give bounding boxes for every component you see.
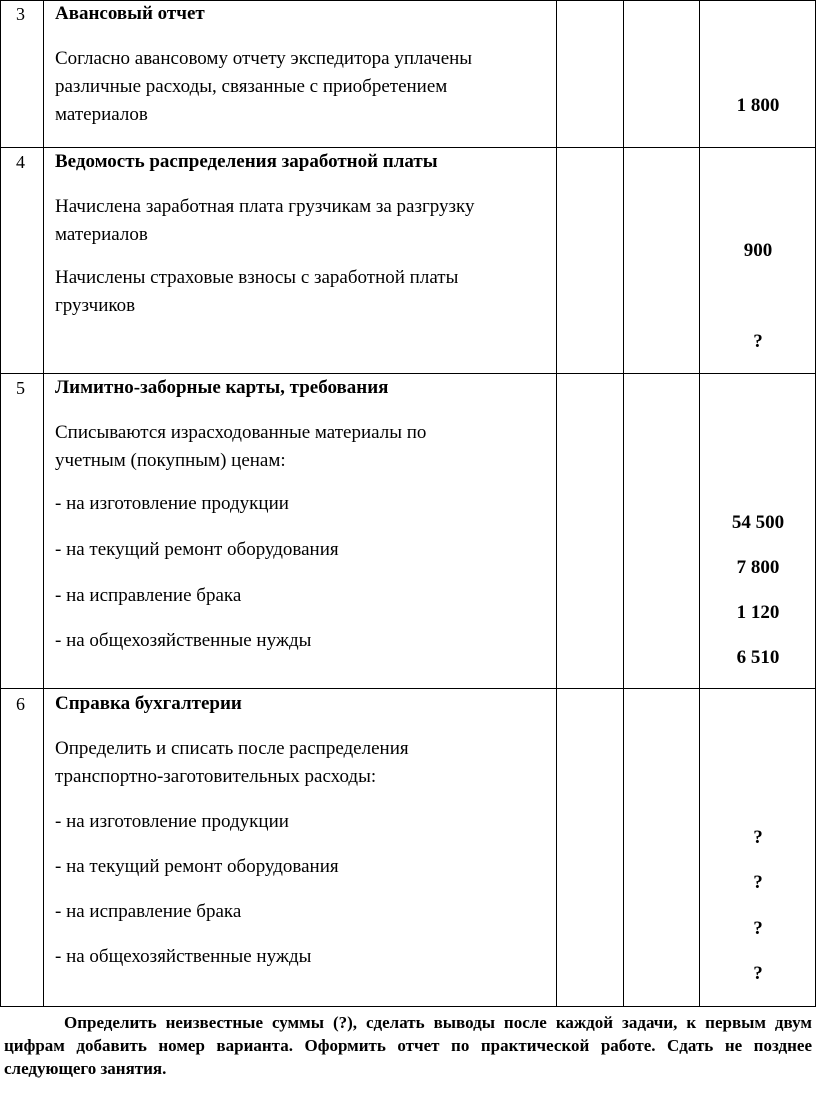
row-text: транспортно-заготовительных расходы:: [55, 766, 377, 787]
table-border: [699, 0, 700, 1006]
row-title: Авансовый отчет: [55, 3, 205, 24]
row-number: 6: [16, 694, 25, 714]
row-text: - на текущий ремонт оборудования: [55, 856, 339, 877]
amount-value: 6 510: [736, 647, 780, 668]
table-border: [43, 0, 44, 1006]
table-border: [623, 0, 624, 1006]
row-text: Списываются израсходованные материалы по: [55, 422, 427, 443]
row-text: Начислены страховые взносы с заработной платы: [55, 267, 459, 288]
row-text: материалов: [55, 224, 148, 245]
row-text: Начислена заработная плата грузчикам за разгрузку: [55, 196, 475, 217]
amount-value: 1 120: [736, 602, 780, 623]
table-border: [556, 0, 557, 1006]
table-border: [0, 688, 816, 689]
row-text: - на исправление брака: [55, 585, 242, 606]
row-title: Лимитно-заборные карты, требования: [55, 377, 389, 398]
row-text: - на изготовление продукции: [55, 811, 289, 832]
row-text: - на изготовление продукции: [55, 493, 289, 514]
amount-value: ?: [753, 918, 763, 939]
table-border: [0, 1006, 816, 1007]
row-text: материалов: [55, 104, 148, 125]
table-border: [0, 0, 1, 1006]
amount-value: ?: [753, 963, 763, 984]
row-text: учетным (покупным) ценам:: [55, 450, 286, 471]
row-text: Определить и списать после распределения: [55, 738, 409, 759]
row-text: - на общехозяйственные нужды: [55, 630, 312, 651]
task-instructions: Определить неизвестные суммы (?), сделать выводы после каждой задачи, к первым двум цифрам добавить номер варианта. Оформить отчет по практической работе. Сдать не позднее следующего занятия.: [4, 1013, 812, 1078]
row-text: различные расходы, связанные с приобретением: [55, 76, 448, 97]
amount-value: ?: [753, 827, 763, 848]
row-title: Ведомость распределения заработной платы: [55, 151, 438, 172]
amount-value: 900: [743, 240, 773, 261]
row-number: 3: [16, 4, 25, 24]
amount-value: 7 800: [736, 557, 780, 578]
row-number: 5: [16, 378, 25, 398]
row-text: грузчиков: [55, 295, 136, 316]
row-text: - на общехозяйственные нужды: [55, 946, 312, 967]
row-text: - на исправление брака: [55, 901, 242, 922]
amount-value: 54 500: [731, 512, 785, 533]
amount-value: ?: [753, 331, 763, 352]
amount-value: 1 800: [736, 95, 780, 116]
row-text: Согласно авансовому отчету экспедитора уплачены: [55, 48, 473, 69]
row-title: Справка бухгалтерии: [55, 693, 242, 714]
row-text: - на текущий ремонт оборудования: [55, 539, 339, 560]
row-number: 4: [16, 152, 25, 172]
amount-value: ?: [753, 872, 763, 893]
